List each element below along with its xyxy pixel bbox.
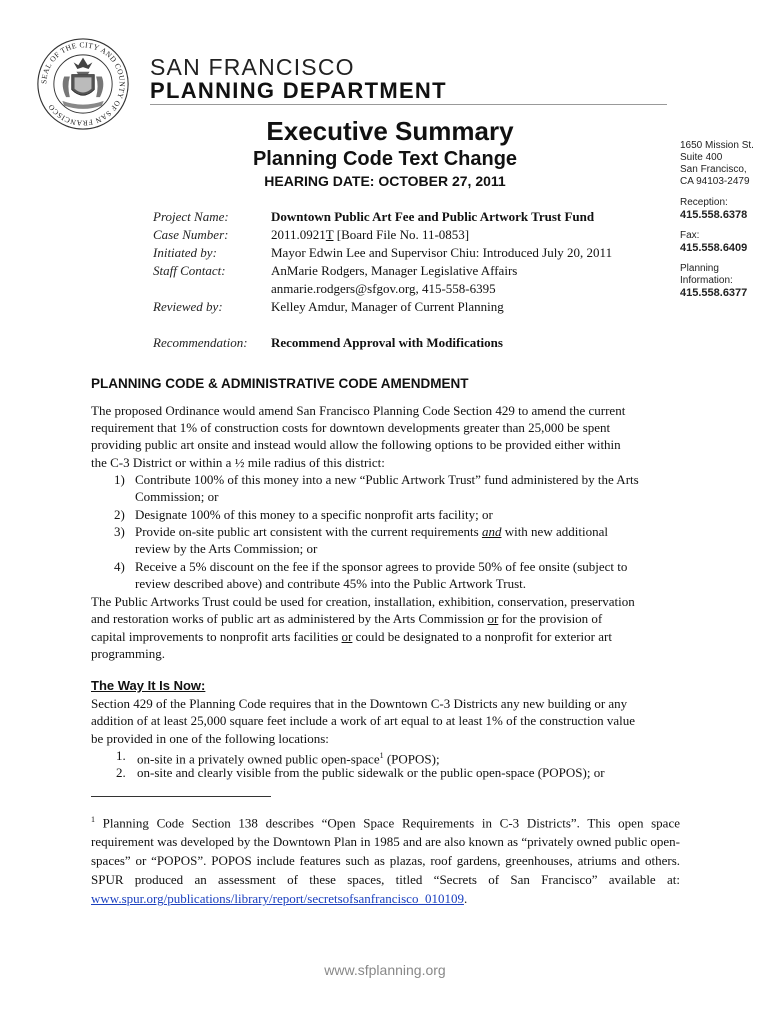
trust-text-part: for the provision of xyxy=(498,611,603,626)
hearing-date: HEARING DATE: OCTOBER 27, 2011 xyxy=(264,173,506,189)
list-text-part: with new additional xyxy=(501,524,608,539)
list-item-text: review by the Arts Commission; or xyxy=(135,541,318,557)
list-number: 1) xyxy=(114,472,125,487)
footnote-link[interactable]: www.spur.org/publications/library/report/secretsofsanfrancisco_010109 xyxy=(91,891,464,907)
list-text-part: Provide on-site public art consistent with the current requirements xyxy=(135,524,482,539)
reception-block xyxy=(680,197,768,221)
address-line: CA 94103-2479 xyxy=(680,176,750,187)
section-heading: PLANNING CODE & ADMINISTRATIVE CODE AMENDMENT xyxy=(91,376,469,391)
list-item-text: Designate 100% of this money to a specific nonprofit arts facility; or xyxy=(135,507,493,522)
list-item-text: Contribute 100% of this money into a new “Public Artwork Trust” fund administered by the Arts xyxy=(135,472,639,487)
footnote-reference[interactable]: 1 xyxy=(379,751,384,760)
intro-line: the C-3 District or within a ½ mile radius of this district: xyxy=(91,455,385,470)
list-item xyxy=(114,471,684,507)
case-number-value xyxy=(271,227,469,243)
recommendation-label: Recommendation: xyxy=(153,335,248,350)
list-item xyxy=(116,764,686,782)
trust-text-part: and restoration works of public art as administered by the Arts Commission xyxy=(91,611,488,626)
staff-contact-value: AnMarie Rodgers, Manager Legislative Affairs xyxy=(271,263,518,278)
reviewed-by-label: Reviewed by: xyxy=(153,299,223,314)
footnote xyxy=(91,810,680,908)
fax-label: Fax: xyxy=(680,230,700,241)
project-name-value: Downtown Public Art Fee and Public Artwork Trust Fund xyxy=(271,209,595,224)
footnote-marker: 1 xyxy=(91,815,95,824)
initiated-by-value: Mayor Edwin Lee and Supervisor Chiu: Introduced July 20, 2011 xyxy=(271,245,613,260)
case-number-prefix: 2011.0921 xyxy=(271,227,326,242)
footnote-text: Planning Code Section 138 describes “Open Space Requirements in C-3 Districts”. This open space requirement was developed by the Downtown Plan in 1985 and are also known as “privately owned public open-spaces” or “POPOS”. POPOS include features such as plazas, roof gardens, greenhouses, atriums and others. SPUR produced an assessment of these spaces, titled “Secrets of San Francisco” available at: xyxy=(91,815,680,888)
list-item-text: on-site and clearly visible from the public sidewalk or the public open-space (POPOS); or xyxy=(137,765,605,780)
planning-info-phone: 415.558.6377 xyxy=(680,287,748,299)
list-item-text: review described above) and contribute 45% into the Public Artwork Trust. xyxy=(135,576,527,592)
address-block xyxy=(680,140,768,188)
list-item xyxy=(114,558,684,594)
fax-block xyxy=(680,230,768,254)
planning-info-block xyxy=(680,263,768,299)
recommendation-value: Recommend Approval with Modifications xyxy=(271,335,503,350)
case-number-board-file: [Board File No. 11-0853] xyxy=(333,227,470,242)
case-number-suffix: T xyxy=(325,227,334,242)
list-item xyxy=(114,523,684,559)
staff-contact-email: anmarie.rodgers@sfgov.org, 415-558-6395 xyxy=(271,281,496,296)
list-item xyxy=(116,747,686,765)
location-text: on-site in a privately owned public open-space xyxy=(137,751,380,767)
contact-sidebar xyxy=(680,140,768,308)
list-number: 4) xyxy=(114,559,125,574)
trust-line: programming. xyxy=(91,646,166,661)
subsection-heading: The Way It Is Now: xyxy=(91,678,206,693)
list-number: 3) xyxy=(114,524,125,539)
planning-info-label: Planning xyxy=(680,263,719,274)
reception-phone: 415.558.6378 xyxy=(680,209,748,221)
document-subtitle: Planning Code Text Change xyxy=(252,148,518,170)
location-text: (POPOS); xyxy=(383,751,440,767)
footnote-end: . xyxy=(463,891,468,907)
staff-contact-label: Staff Contact: xyxy=(153,263,226,278)
address-line: San Francisco, xyxy=(680,164,747,175)
intro-line: requirement that 1% of construction costs for downtown developments greater than 25,000 be spent xyxy=(91,420,611,435)
list-number: 2) xyxy=(114,507,125,522)
planning-info-label: Information: xyxy=(680,275,733,286)
initiated-by-label: Initiated by: xyxy=(153,245,217,260)
case-number-label: Case Number: xyxy=(153,227,229,242)
way-line: be provided in one of the following locations: xyxy=(91,731,329,746)
city-seal-logo xyxy=(36,37,130,131)
department-name-line1: SAN FRANCISCO xyxy=(150,54,355,80)
emphasis-and: and xyxy=(481,524,502,539)
trust-line: The Public Artworks Trust could be used for creation, installation, exhibition, conservation, preservation xyxy=(91,594,635,609)
list-item-text: Commission; or xyxy=(135,489,219,505)
department-name-line2: PLANNING DEPARTMENT xyxy=(150,78,447,103)
intro-line: providing public art onsite and instead would allow the following options to be provided either within xyxy=(91,437,621,452)
header-divider xyxy=(150,104,667,105)
list-item xyxy=(114,506,684,524)
trust-line xyxy=(91,610,683,627)
reception-label: Reception: xyxy=(680,197,728,208)
trust-text-part: capital improvements to nonprofit arts facilities xyxy=(91,629,342,644)
reviewed-by-value: Kelley Amdur, Manager of Current Planning xyxy=(271,299,504,314)
emphasis-or: or xyxy=(487,611,499,626)
intro-line: The proposed Ordinance would amend San Francisco Planning Code Section 429 to amend the current xyxy=(91,403,626,418)
seal-lettering: SEAL OF THE CITY AND COUNTY OF SAN FRANCISCO xyxy=(39,40,127,128)
project-name-label: Project Name: xyxy=(153,209,229,224)
footnote-divider xyxy=(91,796,271,797)
address-line: 1650 Mission St. xyxy=(680,140,754,151)
trust-line xyxy=(91,628,683,645)
list-number: 1. xyxy=(116,748,126,763)
document-title: Executive Summary xyxy=(266,116,514,146)
emphasis-or: or xyxy=(341,629,353,644)
footer-website: www.sfplanning.org xyxy=(324,962,446,978)
list-item-text: Receive a 5% discount on the fee if the sponsor agrees to provide 50% of fee onsite (subject to xyxy=(135,559,628,574)
way-line: Section 429 of the Planning Code requires that in the Downtown C-3 Districts any new building or any xyxy=(91,696,628,711)
list-number: 2. xyxy=(116,765,126,780)
address-line: Suite 400 xyxy=(680,152,723,163)
trust-text-part: could be designated to a nonprofit for exterior art xyxy=(352,629,612,644)
fax-phone: 415.558.6409 xyxy=(680,242,748,254)
way-line: addition of at least 25,000 square feet include a work of art equal to at least 1% of the construction value xyxy=(91,713,636,728)
list-item-text xyxy=(135,523,695,540)
